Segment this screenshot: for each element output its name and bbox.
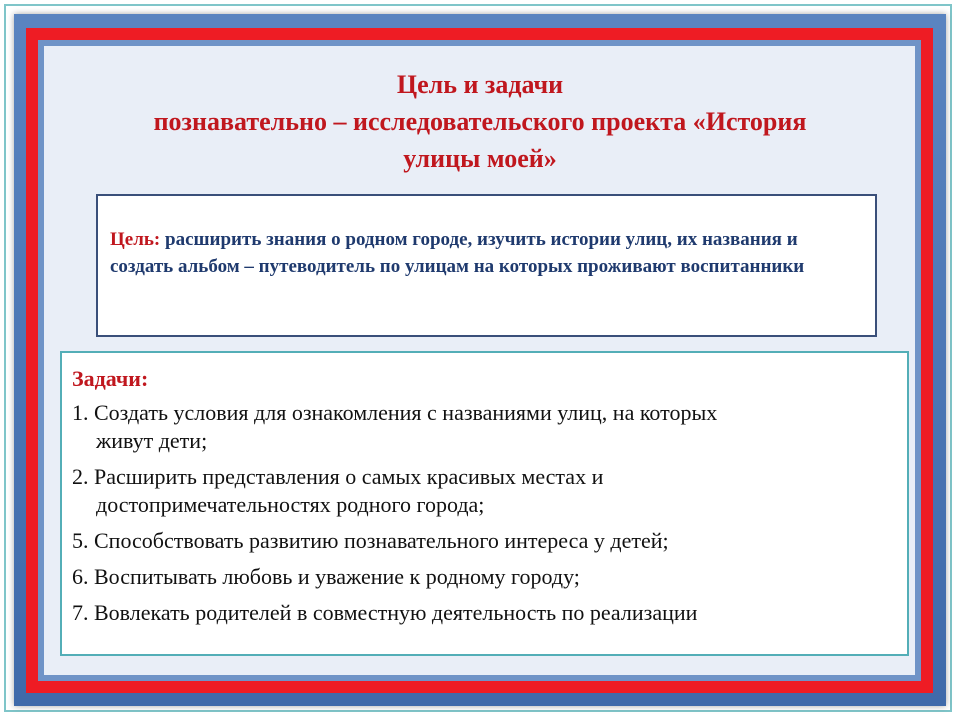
task-item-1	[72, 399, 897, 455]
goal-text: расширить знания о родном городе, изучить истории улиц, их названия и создать альбом – путеводитель по улицам на которых проживают воспитанники	[110, 229, 805, 277]
tasks-heading: Задачи:	[72, 366, 149, 391]
task-item-7	[72, 599, 897, 627]
task-item-2	[72, 463, 897, 519]
slide-title	[50, 66, 910, 177]
title-line-3: улицы моей»	[403, 144, 557, 173]
title-line-1: Цель и задачи	[396, 70, 564, 99]
tasks-box	[60, 351, 909, 656]
goal-label: Цель:	[110, 229, 161, 250]
task-7-line-1: 7. Вовлекать родителей в совместную деятельность по реализации	[72, 600, 698, 625]
task-2-line-2: достопримечательностях родного города;	[96, 492, 485, 517]
task-2-line-1: 2. Расширить представления о самых красивых местах и	[72, 464, 604, 489]
goal-box	[96, 194, 877, 337]
title-line-2: познавательно – исследовательского проекта «История	[153, 107, 807, 136]
task-item-5	[72, 527, 897, 555]
task-1-line-2: живут дети;	[96, 428, 208, 453]
task-1-line-1: 1. Создать условия для ознакомления с названиями улиц, на которых	[72, 400, 718, 425]
task-item-6	[72, 563, 897, 591]
task-6-line-1: 6. Воспитывать любовь и уважение к родному городу;	[72, 564, 580, 589]
task-5-line-1: 5. Способствовать развитию познавательного интереса у детей;	[72, 528, 669, 553]
